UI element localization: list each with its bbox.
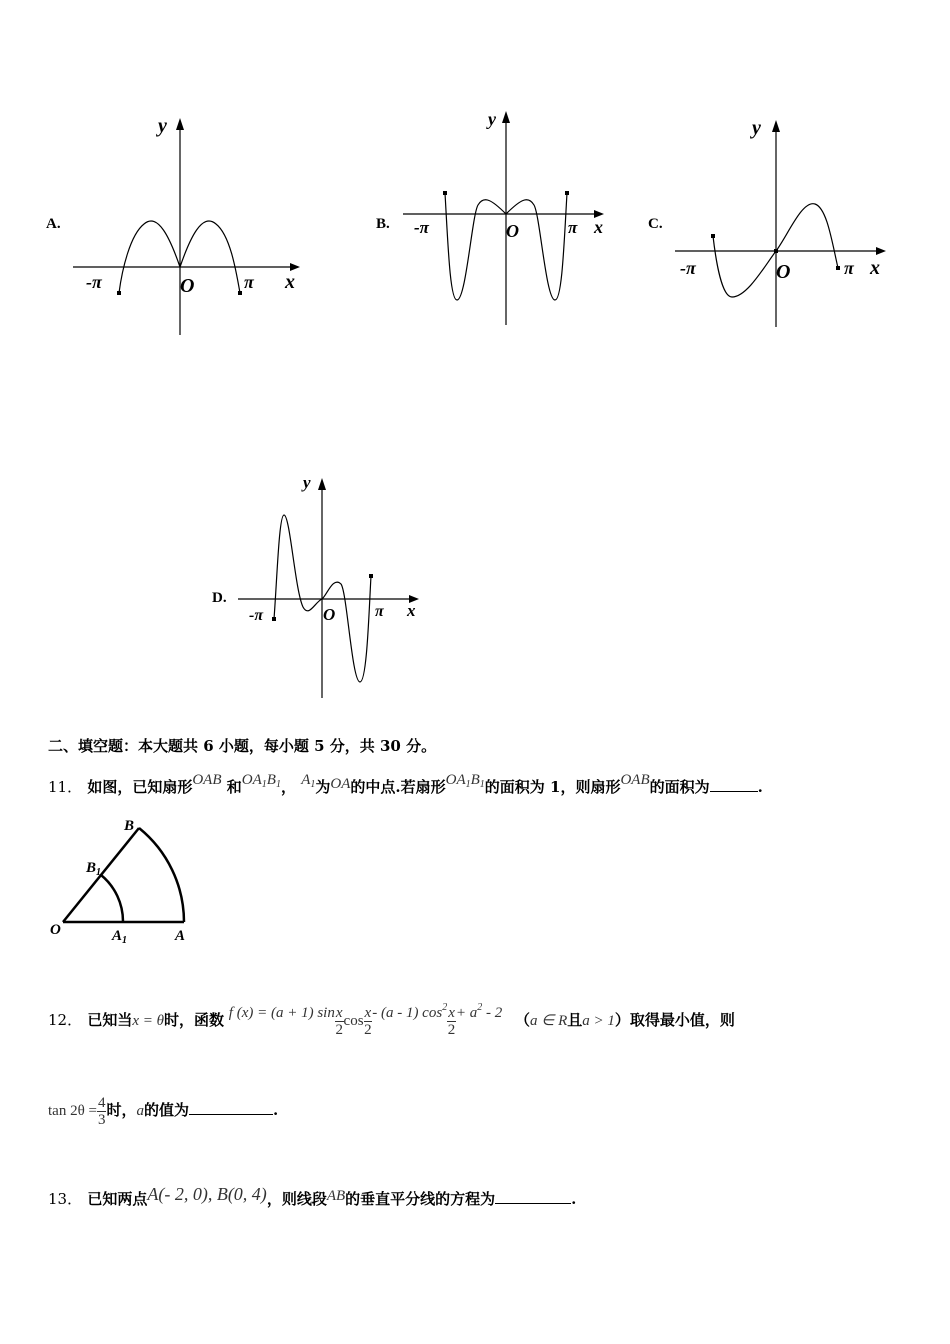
graph-c (672, 112, 897, 332)
option-d-label: D. (212, 590, 227, 606)
section-title: 二、填空题：本大题共 6 小题，每小题 5 分，共 30 分。 (48, 737, 437, 755)
q12-text-8: . (273, 1101, 279, 1119)
pi-label: π (375, 603, 384, 620)
origin-point (774, 249, 778, 253)
q11-sector-figure (44, 814, 204, 949)
x-label: x (407, 601, 416, 620)
question-13 (48, 1176, 576, 1217)
pi-label: π (244, 272, 254, 292)
point-a-label: A (175, 928, 186, 944)
q12-function: f (x) = (a + 1) sin (228, 1005, 335, 1021)
q11-math-oa1b1: $OA_1B_1$ (241, 772, 281, 790)
q11-text-1: 如图，已知扇形 (87, 778, 193, 796)
q12-text-1: 已知当 (87, 1011, 133, 1029)
option-b-label: B. (376, 216, 390, 232)
y-label: y (752, 117, 761, 139)
question-11 (48, 765, 763, 802)
question-12-line-2 (48, 1088, 278, 1133)
x-axis-arrow (290, 263, 300, 271)
q11-text-8: . (757, 778, 763, 796)
x-label: x (285, 271, 295, 293)
q12-cond: x = θ (132, 1013, 164, 1029)
q12-cos: cos (343, 1013, 364, 1029)
q12-tan-frac: $\frac{4}{3}$ (97, 1094, 106, 1128)
neg-pi-label: -π (680, 258, 696, 278)
q12-answer-blank[interactable] (189, 1114, 273, 1115)
origin-label: O (323, 605, 336, 624)
q12-function-3: + $a^2 - 2$ (455, 1002, 503, 1021)
y-label: y (488, 109, 496, 129)
q13-number: 13． (48, 1190, 83, 1208)
graph-a (70, 110, 310, 340)
q12-text-4: 且 (567, 1011, 583, 1029)
arc-a1b1 (101, 875, 123, 922)
q12-cond-2: a > 1 (582, 1013, 615, 1029)
q13-answer-blank[interactable] (495, 1203, 571, 1204)
q11-text-7: 的面积为 (649, 778, 710, 796)
endpoint-right (238, 291, 242, 295)
q11-math-oa1b1-2: $OA_1B_1$ (445, 772, 485, 790)
q12-tan: tan 2θ = (48, 1103, 97, 1119)
point-a1-label: $A_1$ (112, 928, 128, 946)
endpoint-left (711, 234, 715, 238)
option-c-label: C. (648, 216, 663, 232)
q11-math-oab-2: OAB (620, 772, 650, 788)
q12-text-7: 的值为 (144, 1101, 190, 1119)
x-axis-arrow (876, 247, 886, 255)
y-label: y (303, 473, 311, 492)
point-o-label: O (50, 922, 61, 938)
point-b1-label: $B_1$ (86, 860, 102, 878)
y-axis-arrow (772, 120, 780, 132)
neg-pi-label: -π (86, 272, 102, 292)
endpoint-right (836, 266, 840, 270)
q12-text-5: ）取得最小值，则 (614, 1011, 735, 1029)
q12-text-2: 时，函数 (164, 1011, 225, 1029)
origin-label: O (776, 261, 791, 283)
q11-math-oab: OAB (192, 772, 222, 788)
x-label: x (594, 217, 603, 237)
y-label: y (158, 115, 167, 137)
q13-text-4: . (571, 1190, 577, 1208)
graph-b (400, 105, 620, 330)
pi-label: π (844, 258, 854, 278)
q13-text-3: 的垂直平分线的方程为 (345, 1190, 496, 1208)
x-label: x (870, 257, 880, 279)
arc-ab (139, 828, 184, 922)
endpoint-right (565, 191, 569, 195)
q11-math-oa: OA (330, 776, 351, 792)
endpoint-left (272, 617, 276, 621)
q11-answer-blank[interactable] (710, 791, 758, 792)
q12-var-a: a (136, 1103, 144, 1119)
endpoint-right (369, 574, 373, 578)
origin-label: O (506, 221, 519, 241)
question-12 (48, 988, 735, 1041)
q12-text-6: 时， (106, 1101, 137, 1119)
q13-text-1: 已知两点 (87, 1190, 148, 1208)
neg-pi-label: -π (414, 218, 429, 237)
y-axis-arrow (318, 478, 326, 490)
neg-pi-label: -π (249, 607, 264, 624)
y-axis-arrow (176, 118, 184, 130)
endpoint-left (443, 191, 447, 195)
q12-frac-3: $\frac{x}{2}$ (447, 1004, 456, 1038)
y-axis-arrow (502, 111, 510, 123)
graph-d (235, 470, 435, 702)
q13-text-2: ，则线段 (266, 1190, 327, 1208)
point-b-label: B (124, 818, 135, 834)
q12-cond-1: a ∈ R (530, 1013, 568, 1029)
endpoint-left (117, 291, 121, 295)
q11-text-3: ， (280, 778, 296, 796)
q11-number: 11． (48, 778, 83, 796)
q12-function-2: - (a - 1) $\cos^2$ (372, 1002, 448, 1021)
q11-text-6: 的面积为 1，则扇形 (484, 778, 621, 796)
q11-text-2: 和 (226, 778, 242, 796)
q11-math-a1: $A_1$ (301, 772, 316, 790)
q11-text-4: 为 (315, 778, 331, 796)
q12-number: 12． (48, 1011, 83, 1029)
q12-frac-1: $\frac{x}{2}$ (335, 1004, 343, 1038)
pi-label: π (568, 218, 578, 237)
option-a-label: A. (46, 216, 61, 232)
q12-text-3: （ (515, 1011, 531, 1029)
q12-frac-2: $\frac{x}{2}$ (364, 1004, 372, 1038)
q11-text-5: 的中点.若扇形 (350, 778, 446, 796)
origin-label: O (180, 275, 195, 297)
q13-points: A(- 2, 0), B(0, 4) (147, 1184, 267, 1204)
q13-ab: AB (326, 1188, 346, 1204)
